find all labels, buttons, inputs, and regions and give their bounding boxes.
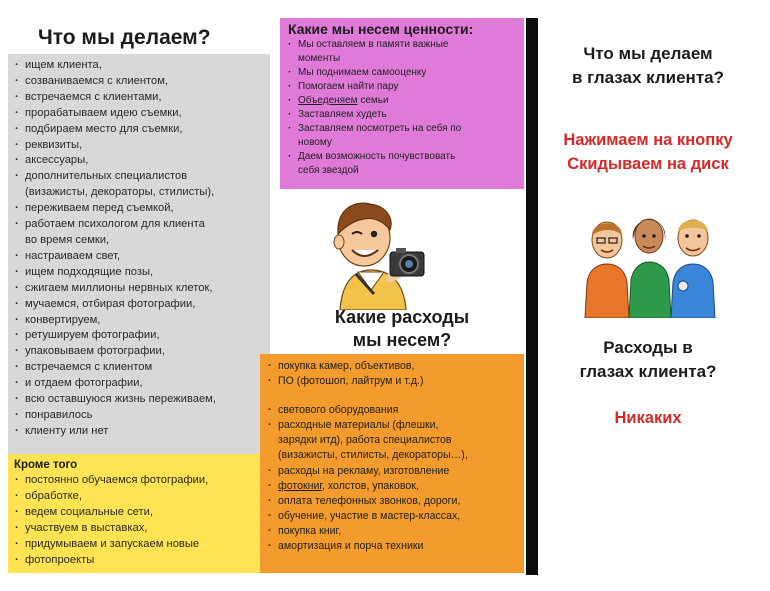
expenses-title-line1: Какие расходы <box>334 307 470 327</box>
list-item: · Заставляем посмотреть на себя по <box>286 122 520 136</box>
client-view-answer-line2: Скидываем на диск <box>567 155 729 173</box>
activities-list <box>12 58 266 440</box>
client-view-title-line2: в глазах клиента? <box>571 68 724 87</box>
list-item: · переживаем перед съемкой, <box>12 201 266 217</box>
list-item: · прорабатываем идею съемки, <box>12 106 266 122</box>
expenses-box <box>260 354 524 573</box>
list-item: · мучаемся, отбирая фотографии, <box>12 297 266 313</box>
list-item: · Помогаем найти пару <box>286 80 520 94</box>
client-view-answer-line1: Нажимаем на кнопку <box>563 131 733 149</box>
list-item: · клиенту или нет <box>12 424 266 440</box>
list-item: · покупка камер, объективов, <box>266 359 520 374</box>
list-item: · сжигаем миллионы нервных клеток, <box>12 281 266 297</box>
list-item: · оплата телефонных звонков, дороги, <box>266 494 520 509</box>
list-item: · реквизиты, <box>12 138 266 154</box>
activities-box <box>8 54 270 454</box>
slide <box>8 18 758 575</box>
list-item: · ретушируем фотографии, <box>12 328 266 344</box>
list-item: · настраиваем свет, <box>12 249 266 265</box>
extra-activities-list <box>12 473 266 568</box>
list-item: · Мы оставляем в памяти важные <box>286 38 520 52</box>
column-divider <box>526 18 538 575</box>
list-item: · покупка книг, <box>266 524 520 539</box>
list-item: · Заставляем худеть <box>286 108 520 122</box>
expenses-list-equipment <box>266 359 520 389</box>
client-expenses-title-line1: Расходы в <box>603 338 693 357</box>
list-item: · встречаемся с клиентами, <box>12 90 266 106</box>
list-item: · фотопроекты <box>12 553 266 569</box>
left-title: Что мы делаем? <box>38 26 211 49</box>
list-item: (визажисты, стилисты, декораторы…), <box>278 449 468 462</box>
list-item: · упаковываем фотографии, <box>12 344 266 360</box>
list-item: · Даем возможность почувствовать <box>286 150 520 164</box>
list-item: · всю оставшуюся жизнь переживаем, <box>12 392 266 408</box>
list-item: новому <box>298 137 332 148</box>
list-item: · встречаемся с клиентом <box>12 360 266 376</box>
list-item: · конвертируем, <box>12 313 266 329</box>
list-item: · работаем психологом для клиента <box>12 217 266 233</box>
list-item: · обучение, участие в мастер-классах, <box>266 509 520 524</box>
expenses-title-line2: мы несем? <box>352 330 452 350</box>
list-item: · ищем подходящие позы, <box>12 265 266 281</box>
list-item: · дополнительных специалистов <box>12 169 266 185</box>
expenses-gap <box>266 389 520 403</box>
list-item-rest: семьи <box>357 95 389 106</box>
values-title: Какие мы несем ценности: <box>288 21 474 37</box>
client-expenses-title-line2: глазах клиента? <box>579 362 717 381</box>
expenses-list-other <box>266 403 520 554</box>
list-item-rest: , холстов, упаковок, <box>321 479 419 492</box>
list-item: · ПО (фотошоп, лайтрум и т.д.) <box>266 374 520 389</box>
list-item: (визажисты, декораторы, стилисты), <box>25 186 215 199</box>
list-item: · и отдаем фотографии, <box>12 376 266 392</box>
list-item: моменты <box>298 53 341 64</box>
list-item: · ищем клиента, <box>12 58 266 74</box>
list-item: · участвуем в выставках, <box>12 521 266 537</box>
list-item: · подбираем место для съемки, <box>12 122 266 138</box>
list-item: себя звездой <box>298 165 359 176</box>
list-item: · расходные материалы (флешки, <box>266 418 520 433</box>
list-item: · амортизация и порча техники <box>266 539 520 554</box>
list-item <box>286 94 520 108</box>
list-item: · Мы поднимаем самооценку <box>286 66 520 80</box>
list-item: · понравилось <box>12 408 266 424</box>
extra-activities-box <box>8 454 270 573</box>
client-expenses-answer: Никаких <box>614 409 682 427</box>
client-view-title-line1: Что мы делаем <box>583 44 713 63</box>
list-item: · ведем социальные сети, <box>12 505 266 521</box>
list-item: · расходы на рекламу, изготовление <box>266 464 520 479</box>
client-expenses-title <box>538 336 758 384</box>
photographer-illustration <box>312 190 430 310</box>
extra-heading: Кроме того <box>14 459 78 471</box>
list-item: · светового оборудования <box>266 403 520 418</box>
list-item: · постоянно обучаемся фотографии, <box>12 473 266 489</box>
values-list <box>286 38 520 178</box>
client-view-title <box>538 42 758 90</box>
three-people-illustration <box>579 186 719 318</box>
list-item: · созваниваемся с клиентом, <box>12 74 266 90</box>
underlined-text: фотокниг <box>278 479 322 492</box>
expenses-title <box>280 306 524 352</box>
list-item: зарядки итд), работа специалистов <box>278 434 452 447</box>
values-box <box>280 18 524 189</box>
list-item: во время семки, <box>25 233 110 246</box>
list-item: · аксессуары, <box>12 153 266 169</box>
client-view-answer <box>538 128 758 176</box>
list-item: · обработке, <box>12 489 266 505</box>
list-item <box>266 479 520 494</box>
list-item: · придумываем и запускаем новые <box>12 537 266 553</box>
underlined-text: Объеденяем <box>298 95 358 106</box>
